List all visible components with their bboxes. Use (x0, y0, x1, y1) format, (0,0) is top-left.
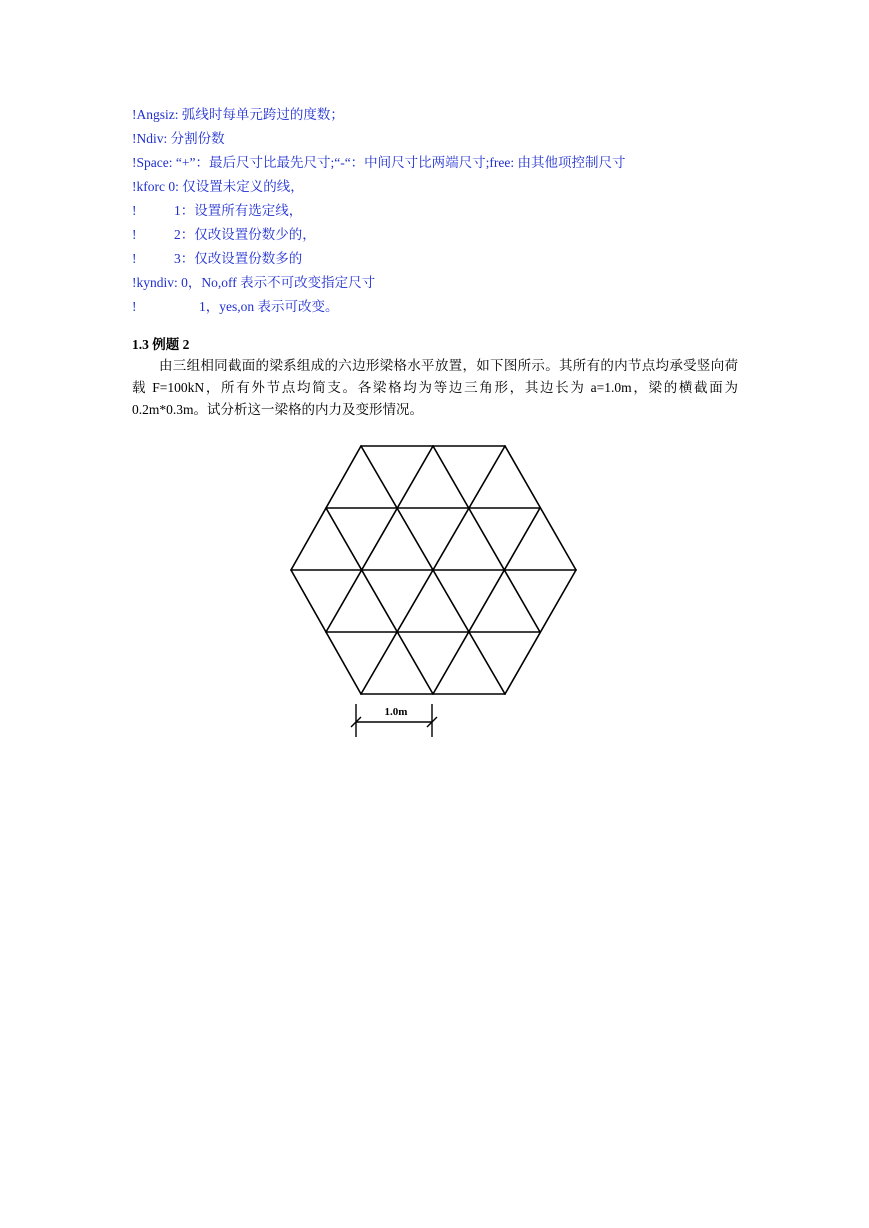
hexagonal-grid-figure (285, 437, 585, 742)
code-line-space: !Space: “+”：最后尺寸比最先尺寸;“-“：中间尺寸比两端尺寸;free: 由其他项控制尺寸 (132, 155, 626, 170)
section-heading: 1.3 例题 2 (132, 337, 190, 352)
code-line-ndiv: !Ndiv: 分割份数 (132, 131, 225, 146)
code-line-angsiz: !Angsiz: 弧线时每单元跨过的度数； (132, 107, 344, 122)
code-line-kyndiv: !kyndiv: 0，No,off 表示不可改变指定尺寸 (132, 275, 376, 290)
code-line-kforc: !kforc 0: 仅设置未定义的线， (132, 179, 304, 194)
code-line-kforc-3: ! 3：仅改设置份数多的 (132, 251, 303, 266)
dimension-label: 1.0m (384, 706, 408, 718)
grid-lines (291, 446, 576, 694)
problem-paragraph: 由三组相同截面的梁系组成的六边形梁格水平放置，如下图所示。其所有的内节点均承受竖向荷载 F=100kN，所有外节点均简支。各梁格均为等边三角形，其边长为 a=1.0m，梁的横截面为 0.2m*0.3m。试分析这一梁格的内力及变形情况。 (132, 358, 738, 417)
code-line-kyndiv-1: ! 1，yes,on 表示可改变。 (132, 299, 339, 314)
code-comment-block (132, 103, 772, 319)
code-line-kforc-2: ! 2：仅改设置份数少的， (132, 227, 316, 242)
code-line-kforc-1: ! 1：设置所有选定线， (132, 203, 303, 218)
